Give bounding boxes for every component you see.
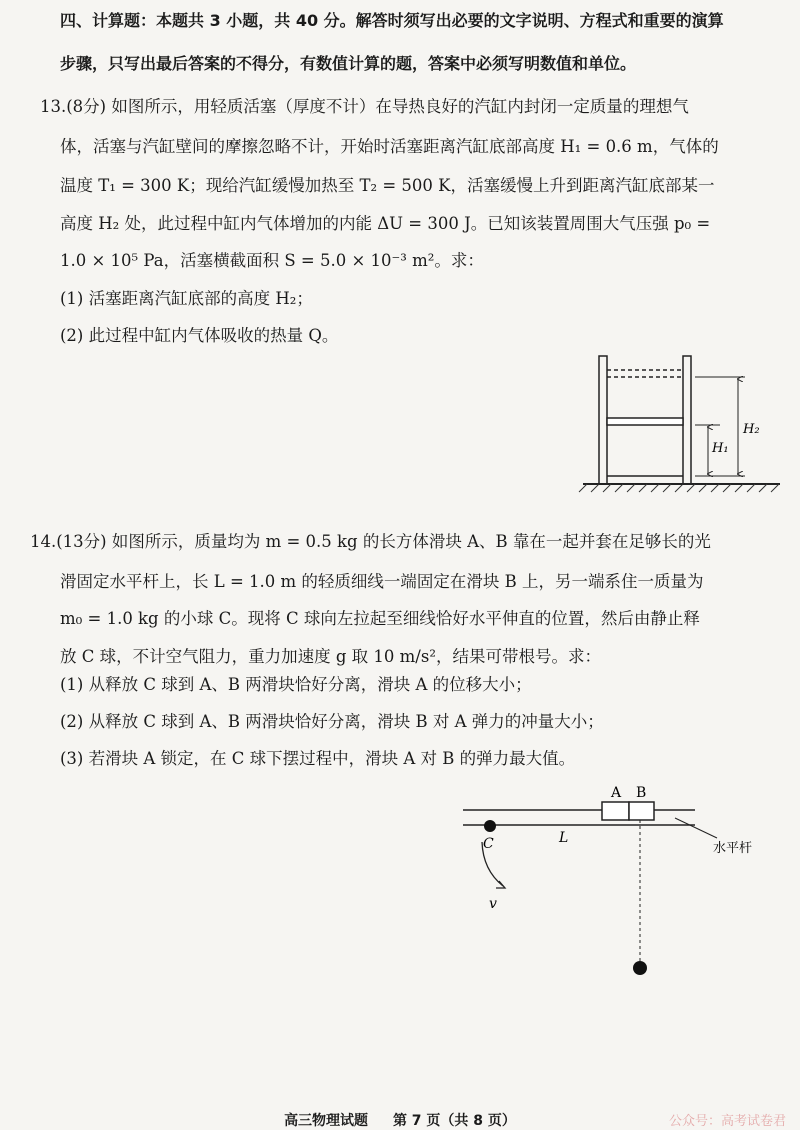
string-length-label: L bbox=[559, 830, 569, 846]
q13-line: 13.(8分) 如图所示，用轻质活塞（厚度不计）在导热良好的汽缸内封闭一定质量的理想气 bbox=[40, 97, 689, 116]
ball-c-lowest bbox=[633, 961, 647, 975]
velocity-label: v bbox=[489, 896, 497, 912]
q13-line: 温度 T₁ = 300 K；现给汽缸缓慢加热至 T₂ = 500 K，活塞缓慢上升到距离汽缸底部某一 bbox=[60, 176, 715, 195]
h2-label: H₂ bbox=[743, 422, 760, 437]
block-b-label: B bbox=[636, 785, 647, 801]
ground-hatch bbox=[579, 484, 779, 492]
q14-line: 放 C 球，不计空气阻力，重力加速度 g 取 10 m/s²，结果可带根号。求： bbox=[60, 647, 601, 666]
q13-line: 体，活塞与汽缸壁间的摩擦忽略不计，开始时活塞距离汽缸底部高度 H₁ = 0.6 m，气体的 bbox=[60, 137, 719, 156]
h1-label: H₁ bbox=[712, 441, 729, 456]
q13-subquestion-1: (1) 活塞距离汽缸底部的高度 H₂； bbox=[60, 289, 313, 308]
q13-subquestion-2: (2) 此过程中缸内气体吸收的热量 Q。 bbox=[60, 326, 339, 345]
q14-subquestion-3: (3) 若滑块 A 锁定，在 C 球下摆过程中，滑块 A 对 B 的弹力最大值。 bbox=[60, 749, 576, 768]
cylinder-right-wall bbox=[683, 356, 691, 484]
cylinder-figure bbox=[575, 350, 785, 495]
ball-c-start bbox=[484, 820, 496, 832]
section-heading-line1: 四、计算题：本题共 3 小题，共 40 分。解答时须写出必要的文字说明、方程式和重要的演算 bbox=[60, 11, 724, 30]
q13-line: 高度 H₂ 处，此过程中缸内气体增加的内能 ΔU = 300 J。已知该装置周围大气压强 p₀ = bbox=[60, 214, 711, 233]
q14-line: m₀ = 1.0 kg 的小球 C。现将 C 球向左拉起至细线恰好水平伸直的位置，然后由静止释 bbox=[60, 609, 700, 628]
footer-page-number: 第 7 页（共 8 页） bbox=[392, 1113, 516, 1129]
rod-label: 水平杆 bbox=[713, 841, 753, 856]
piston-initial bbox=[607, 418, 683, 425]
q14-line: 14.(13分) 如图所示，质量均为 m = 0.5 kg 的长方体滑块 A、B 靠在一起并套在足够长的光 bbox=[30, 532, 711, 551]
block-a-label: A bbox=[611, 785, 622, 801]
footer-subject: 高三物理试题 bbox=[284, 1113, 369, 1129]
ball-c-label: C bbox=[483, 836, 494, 852]
block-a bbox=[602, 802, 629, 820]
watermark-text: 公众号：高考试卷君 bbox=[668, 1114, 786, 1129]
q13-line: 1.0 × 10⁵ Pa，活塞横截面积 S = 5.0 × 10⁻³ m²。求： bbox=[60, 251, 484, 270]
q14-subquestion-1: (1) 从释放 C 球到 A、B 两滑块恰好分离，滑块 A 的位移大小； bbox=[60, 675, 532, 694]
q14-subquestion-2: (2) 从释放 C 球到 A、B 两滑块恰好分离，滑块 B 对 A 弹力的冲量大小； bbox=[60, 712, 604, 731]
section-heading-line2: 步骤，只写出最后答案的不得分，有数值计算的题，答案中必须写明数值和单位。 bbox=[60, 54, 637, 73]
q14-line: 滑固定水平杆上，长 L = 1.0 m 的轻质细线一端固定在滑块 B 上，另一端系住一质量为 bbox=[60, 572, 704, 591]
block-b bbox=[629, 802, 654, 820]
pendulum-figure bbox=[455, 780, 785, 980]
cylinder-left-wall bbox=[599, 356, 607, 484]
